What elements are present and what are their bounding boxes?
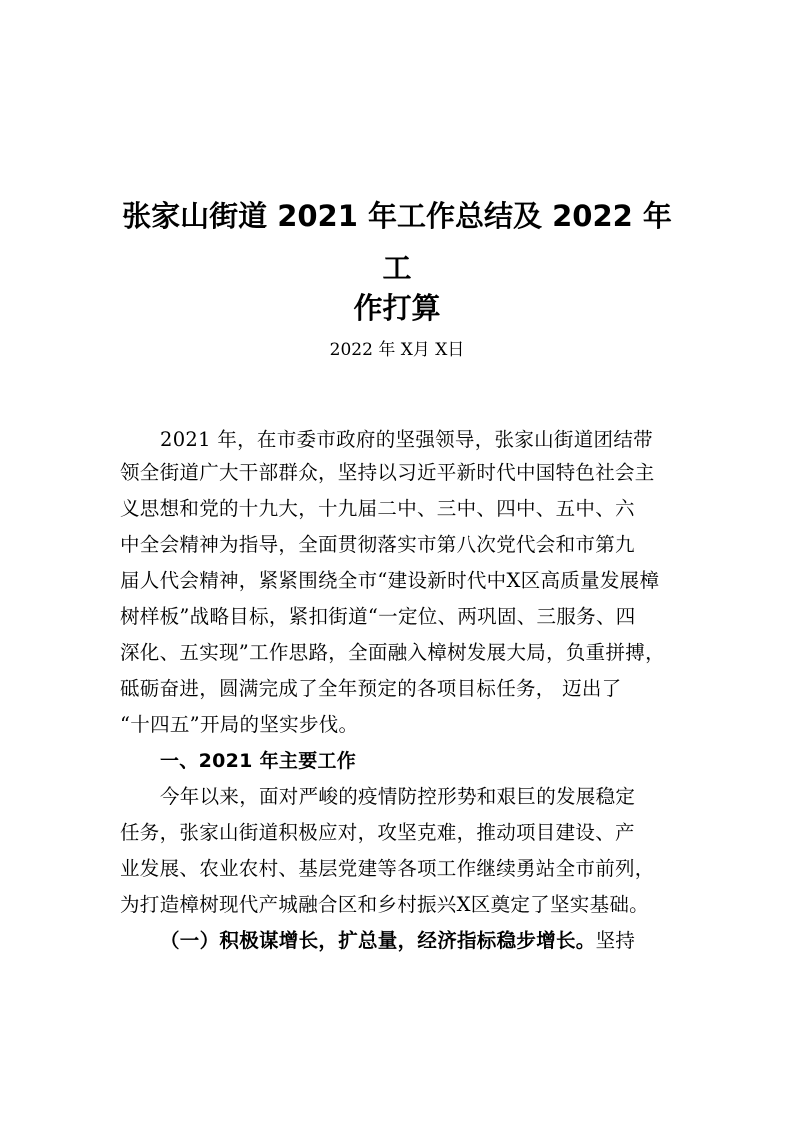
paragraph-1-line: 届人代会精神，紧紧围绕全市“建设新时代中X区高质量发展樟: [120, 569, 660, 592]
document-date: 2022 年 X月 X日: [329, 340, 465, 360]
paragraph-2-line: 任务，张家山街道积极应对，攻坚克难，推动项目建设、产: [120, 821, 635, 844]
paragraph-2-line: 业发展、农业农村、基层党建等各项工作继续勇站全市前列，: [120, 857, 655, 880]
paragraph-2-line: 为打造樟树现代产城融合区和乡村振兴X区奠定了坚实基础。: [120, 893, 649, 916]
paragraph-1-line: “十四五”开局的坚实步伐。: [120, 713, 359, 736]
subsection-1-text: 坚持: [595, 929, 636, 952]
document-title-line-3: 作打算: [353, 291, 441, 325]
paragraph-1-line: 砥砺奋进，圆满完成了全年预定的各项目标任务， 迈出了: [120, 677, 622, 700]
section-heading-1: 一、2021 年主要工作: [160, 750, 357, 772]
paragraph-1-line: 深化、五实现”工作思路，全面融入樟树发展大局，负重拼搏，: [120, 641, 665, 664]
paragraph-1-line: 义思想和党的十九大，十九届二中、三中、四中、五中、六: [120, 497, 635, 520]
paragraph-1-line: 中全会精神为指导，全面贯彻落实市第八次党代会和市第九: [120, 533, 635, 556]
subsection-1-line: [160, 928, 740, 954]
paragraph-2-line: 今年以来，面对严峻的疫情防控形势和艰巨的发展稳定: [160, 785, 636, 808]
document-title-line-2: 工: [382, 251, 412, 285]
paragraph-1-line: 树样板”战略目标，紧扣街道“一定位、两巩固、三服务、四: [120, 605, 636, 628]
paragraph-1-line: 领全街道广大干部群众，坚持以习近平新时代中国特色社会主: [120, 461, 655, 484]
paragraph-1-line: 2021 年，在市委市政府的坚强领导，张家山街道团结带: [160, 428, 653, 451]
subsection-1-heading: （一）积极谋增长，扩总量，经济指标稳步增长。: [160, 929, 596, 952]
document-title-line-1: 张家山街道 2021 年工作总结及 2022 年: [122, 199, 672, 233]
